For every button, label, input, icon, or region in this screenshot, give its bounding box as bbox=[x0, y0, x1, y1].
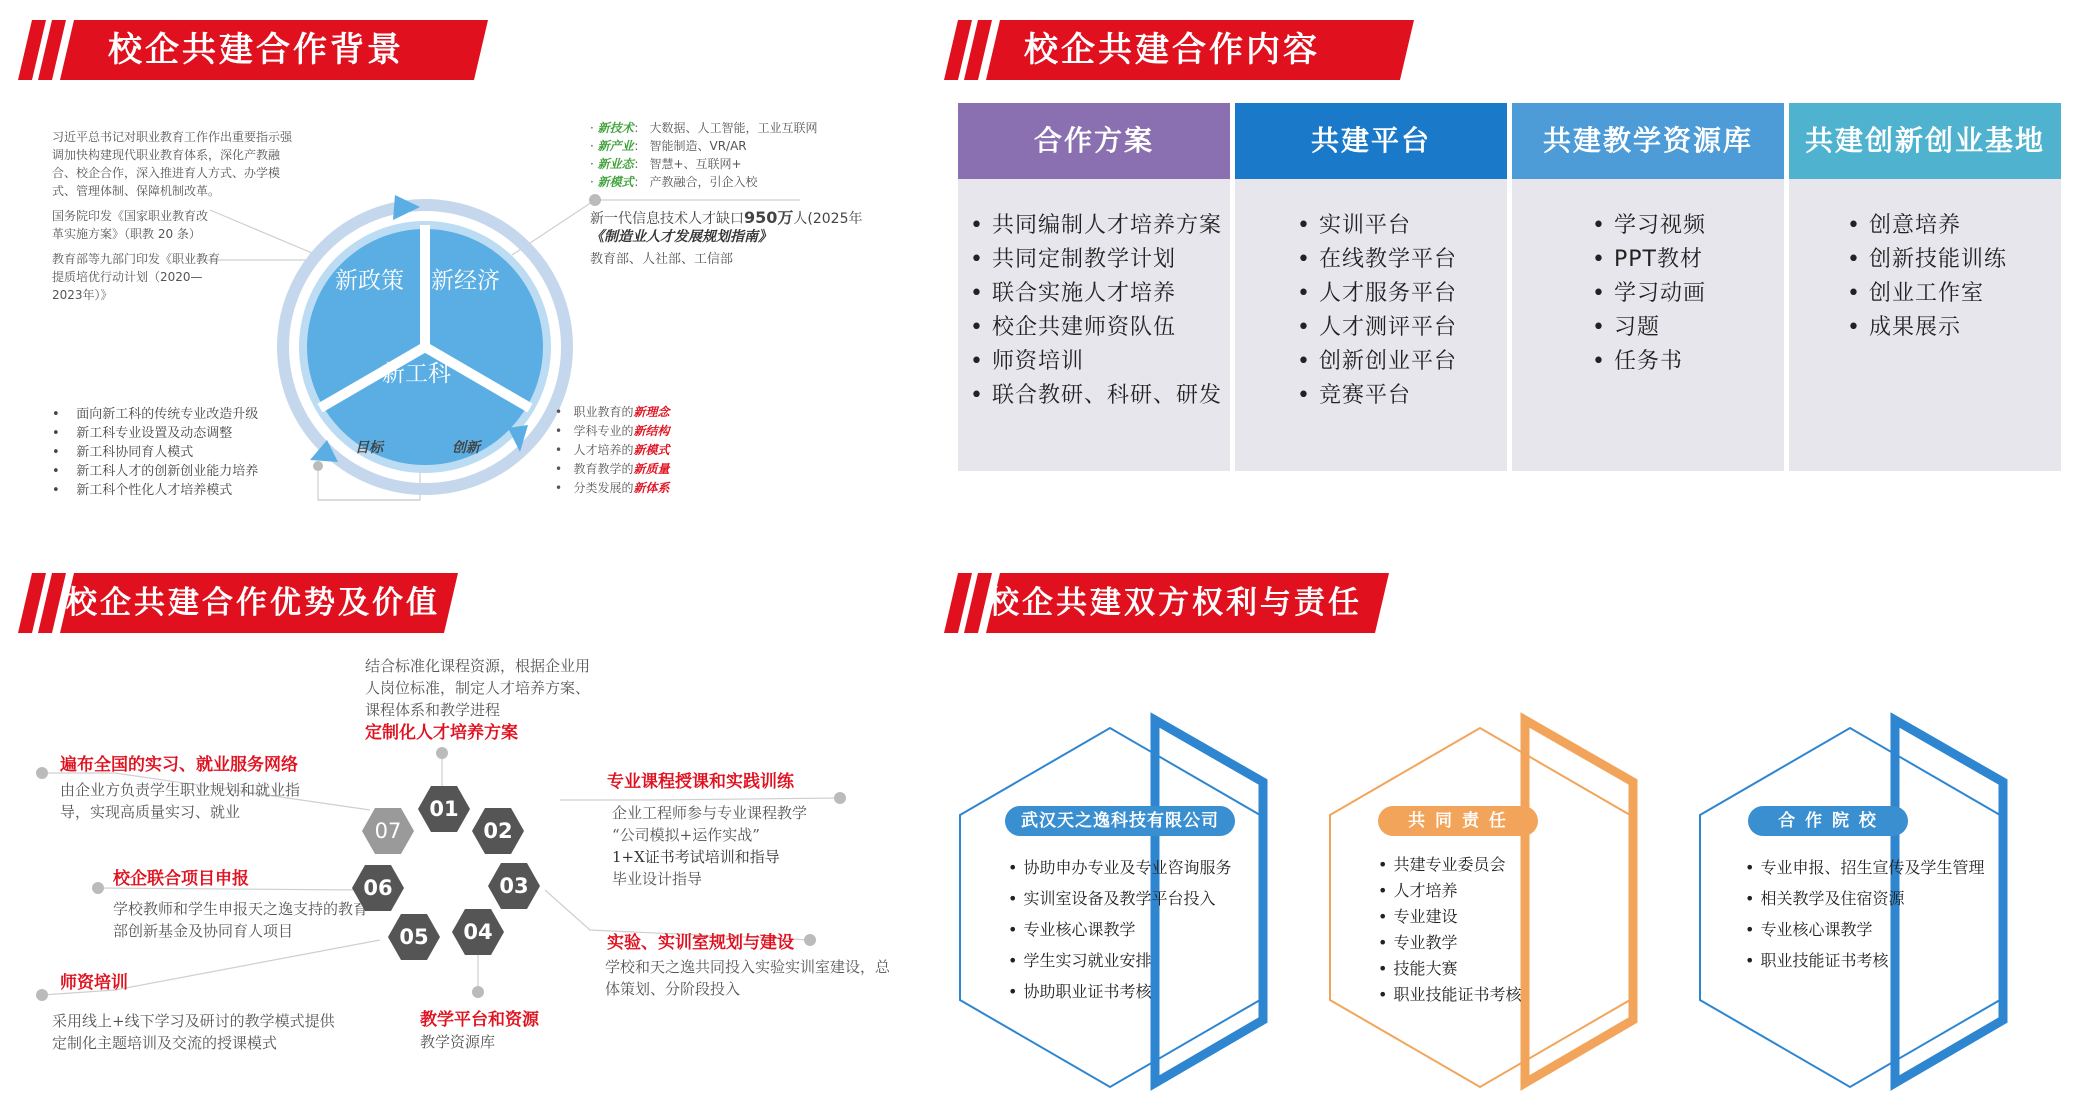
card-title-company: 武汉天之逸科技有限公司 bbox=[1005, 806, 1235, 836]
content-column-innovation-base bbox=[1789, 103, 2061, 471]
list-item: • 人才服务平台 bbox=[1297, 277, 1507, 311]
guide-orgs: 教育部、人社部、工信部 bbox=[590, 252, 734, 267]
top-title: 定制化人才培养方案 bbox=[365, 723, 518, 743]
list-item: • 相关教学及住宿资源 bbox=[1745, 883, 1984, 914]
n5-title: 师资培训 bbox=[60, 973, 128, 993]
list-item: • 职业技能证书考核 bbox=[1378, 982, 1521, 1008]
policy-text-1: 习近平总书记对职业教育工作作出重要指示强调加快构建现代职业教育体系，深化产教融合、校企合作，深入推进育人方式、办学模式、管理体制、保障机制改革。 bbox=[52, 130, 293, 198]
n1-title: 遍布全国的实习、就业服务网络 bbox=[60, 755, 298, 775]
list-item: • 教育教学的新质量 bbox=[555, 462, 670, 476]
guide-title: 《制造业人才发展规划指南》 bbox=[590, 229, 772, 245]
n2-desc: 企业工程师参与专业课程教学 “公司模拟+运作实战” 1+X证书考试培训和指导 毕业设计指导 bbox=[612, 804, 808, 888]
list-item: • 职业技能证书考核 bbox=[1745, 945, 1984, 976]
content-banner bbox=[944, 20, 1414, 80]
section-title: 校企共建合作内容 bbox=[1024, 30, 1320, 70]
circle-label-economy: 新经济 bbox=[431, 268, 500, 294]
list-item: • 共同定制教学计划 bbox=[970, 243, 1230, 277]
list-item: • 实训室设备及教学平台投入 bbox=[1008, 883, 1231, 914]
list-item: • 在线教学平台 bbox=[1297, 243, 1507, 277]
n4-title: 实验、实训室规划与建设 bbox=[607, 933, 794, 953]
list-item: • 共同编制人才培养方案 bbox=[970, 209, 1230, 243]
n1-desc: 由企业方负责学生职业规划和就业指导，实现高质量实习、就业 bbox=[60, 781, 301, 821]
list-item: • 分类发展的新体系 bbox=[555, 481, 670, 495]
list-item: • 专业建设 bbox=[1378, 904, 1521, 930]
list-item: • 校企共建师资队伍 bbox=[970, 311, 1230, 345]
list-item: • 人才培养 bbox=[1378, 878, 1521, 904]
list-item: · 新业态： 智慧+、互联网+ bbox=[590, 157, 742, 171]
list-item: · 新技术： 大数据、人工智能，工业互联网 bbox=[590, 121, 818, 135]
goal-list bbox=[52, 405, 258, 500]
econ-list bbox=[590, 119, 818, 191]
content-column-resources bbox=[1512, 103, 1784, 471]
section-title: 校企共建双方权利与责任 bbox=[988, 585, 1362, 621]
hex-06: 06 bbox=[352, 862, 404, 914]
shared-list bbox=[1378, 852, 1521, 1008]
n3-desc: 学校教师和学生申报天之逸支持的教育部创新基金及协同育人项目 bbox=[113, 900, 369, 940]
list-item: • 联合教研、科研、研发 bbox=[970, 379, 1230, 413]
school-list bbox=[1745, 852, 1984, 976]
goal-label: 目标 bbox=[355, 440, 383, 456]
list-item: • 联合实施人才培养 bbox=[970, 277, 1230, 311]
list-item: • 人才测评平台 bbox=[1297, 311, 1507, 345]
column-header: 共建创新创业基地 bbox=[1789, 103, 2061, 179]
list-item: • 创意培养 bbox=[1847, 209, 2061, 243]
innovation-label: 创新 bbox=[452, 440, 480, 456]
list-item: • 成果展示 bbox=[1847, 311, 2061, 345]
circle-label-engineering: 新工科 bbox=[382, 361, 451, 387]
section-title: 校企共建合作背景 bbox=[108, 30, 404, 70]
section-title: 校企共建合作优势及价值 bbox=[66, 585, 440, 621]
list-item: • 创业工作室 bbox=[1847, 277, 2061, 311]
n3-title: 校企联合项目申报 bbox=[113, 869, 249, 889]
hex-03: 03 bbox=[488, 860, 540, 912]
list-item: • 实训平台 bbox=[1297, 209, 1507, 243]
list-item: • 技能大赛 bbox=[1378, 956, 1521, 982]
n2-title: 专业课程授课和实践训练 bbox=[607, 772, 794, 792]
hex-01: 01 bbox=[418, 783, 470, 835]
top-desc: 结合标准化课程资源，根据企业用人岗位标准，制定人才培养方案、课程体系和教学进程 bbox=[365, 657, 591, 719]
list-item: • 协助申办专业及专业咨询服务 bbox=[1008, 852, 1231, 883]
list-item: • 创新技能训练 bbox=[1847, 243, 2061, 277]
list-item: • 学习视频 bbox=[1592, 209, 1784, 243]
column-header: 共建教学资源库 bbox=[1512, 103, 1784, 179]
n6-desc: 教学资源库 bbox=[420, 1033, 496, 1051]
n4-desc: 学校和天之逸共同投入实验实训室建设，总体策划、分阶段投入 bbox=[605, 958, 891, 998]
responsibility-banner bbox=[944, 573, 1389, 633]
n6-title: 教学平台和资源 bbox=[420, 1010, 539, 1030]
policy-text-2: 国务院印发《国家职业教育改革实施方案》（职教 20 条） bbox=[52, 209, 209, 241]
list-item: • 职业教育的新理念 bbox=[555, 405, 670, 419]
list-item: • 任务书 bbox=[1592, 345, 1784, 379]
advantage-banner bbox=[18, 573, 458, 633]
list-item: • 学习动画 bbox=[1592, 277, 1784, 311]
content-column-plan bbox=[958, 103, 1230, 471]
content-column-platform bbox=[1235, 103, 1507, 471]
list-item: • 学生实习就业安排 bbox=[1008, 945, 1231, 976]
list-item: • 协助职业证书考核 bbox=[1008, 976, 1231, 1007]
hex-02: 02 bbox=[472, 805, 524, 857]
list-item: • 人才培养的新模式 bbox=[555, 443, 670, 457]
list-item: • 创新创业平台 bbox=[1297, 345, 1507, 379]
list-item: · 新产业： 智能制造、VR/AR bbox=[590, 139, 747, 153]
list-item: • 共建专业委员会 bbox=[1378, 852, 1521, 878]
list-item: • 竞赛平台 bbox=[1297, 379, 1507, 413]
list-item: • 习题 bbox=[1592, 311, 1784, 345]
list-item: • 师资培训 bbox=[970, 345, 1230, 379]
card-title-shared: 共 同 责 任 bbox=[1378, 806, 1538, 836]
list-item: • 新工科专业设置及动态调整 bbox=[52, 426, 233, 441]
column-header: 合作方案 bbox=[958, 103, 1230, 179]
list-item: • 新工科个性化人才培养模式 bbox=[52, 483, 233, 498]
card-title-school: 合 作 院 校 bbox=[1748, 806, 1908, 836]
talent-gap: 新一代信息技术人才缺口950万人(2025年 bbox=[590, 208, 863, 227]
list-item: • 专业核心课教学 bbox=[1745, 914, 1984, 945]
innovation-list bbox=[555, 403, 670, 498]
list-item: • 学科专业的新结构 bbox=[555, 424, 670, 438]
circle-label-policy: 新政策 bbox=[335, 268, 404, 294]
list-item: • 面向新工科的传统专业改造升级 bbox=[52, 407, 259, 422]
list-item: • 专业申报、招生宣传及学生管理 bbox=[1745, 852, 1984, 883]
company-list bbox=[1008, 852, 1231, 1007]
list-item: • 新工科协同育人模式 bbox=[52, 445, 194, 460]
list-item: • 专业核心课教学 bbox=[1008, 914, 1231, 945]
list-item: • 专业教学 bbox=[1378, 930, 1521, 956]
hex-07: 07 bbox=[362, 805, 414, 857]
hex-05: 05 bbox=[388, 911, 440, 963]
list-item: • 新工科人才的创新创业能力培养 bbox=[52, 464, 259, 479]
background-banner bbox=[18, 20, 488, 80]
column-header: 共建平台 bbox=[1235, 103, 1507, 179]
list-item: • PPT教材 bbox=[1592, 243, 1784, 277]
hex-04: 04 bbox=[452, 906, 504, 958]
n5-desc: 采用线上+线下学习及研讨的教学模式提供定制化主题培训及交流的授课模式 bbox=[52, 1012, 335, 1052]
policy-text-3: 教育部等九部门印发《职业教育提质培优行动计划（2020—2023年）》 bbox=[52, 252, 221, 302]
list-item: · 新模式： 产教融合，引企入校 bbox=[590, 175, 758, 189]
